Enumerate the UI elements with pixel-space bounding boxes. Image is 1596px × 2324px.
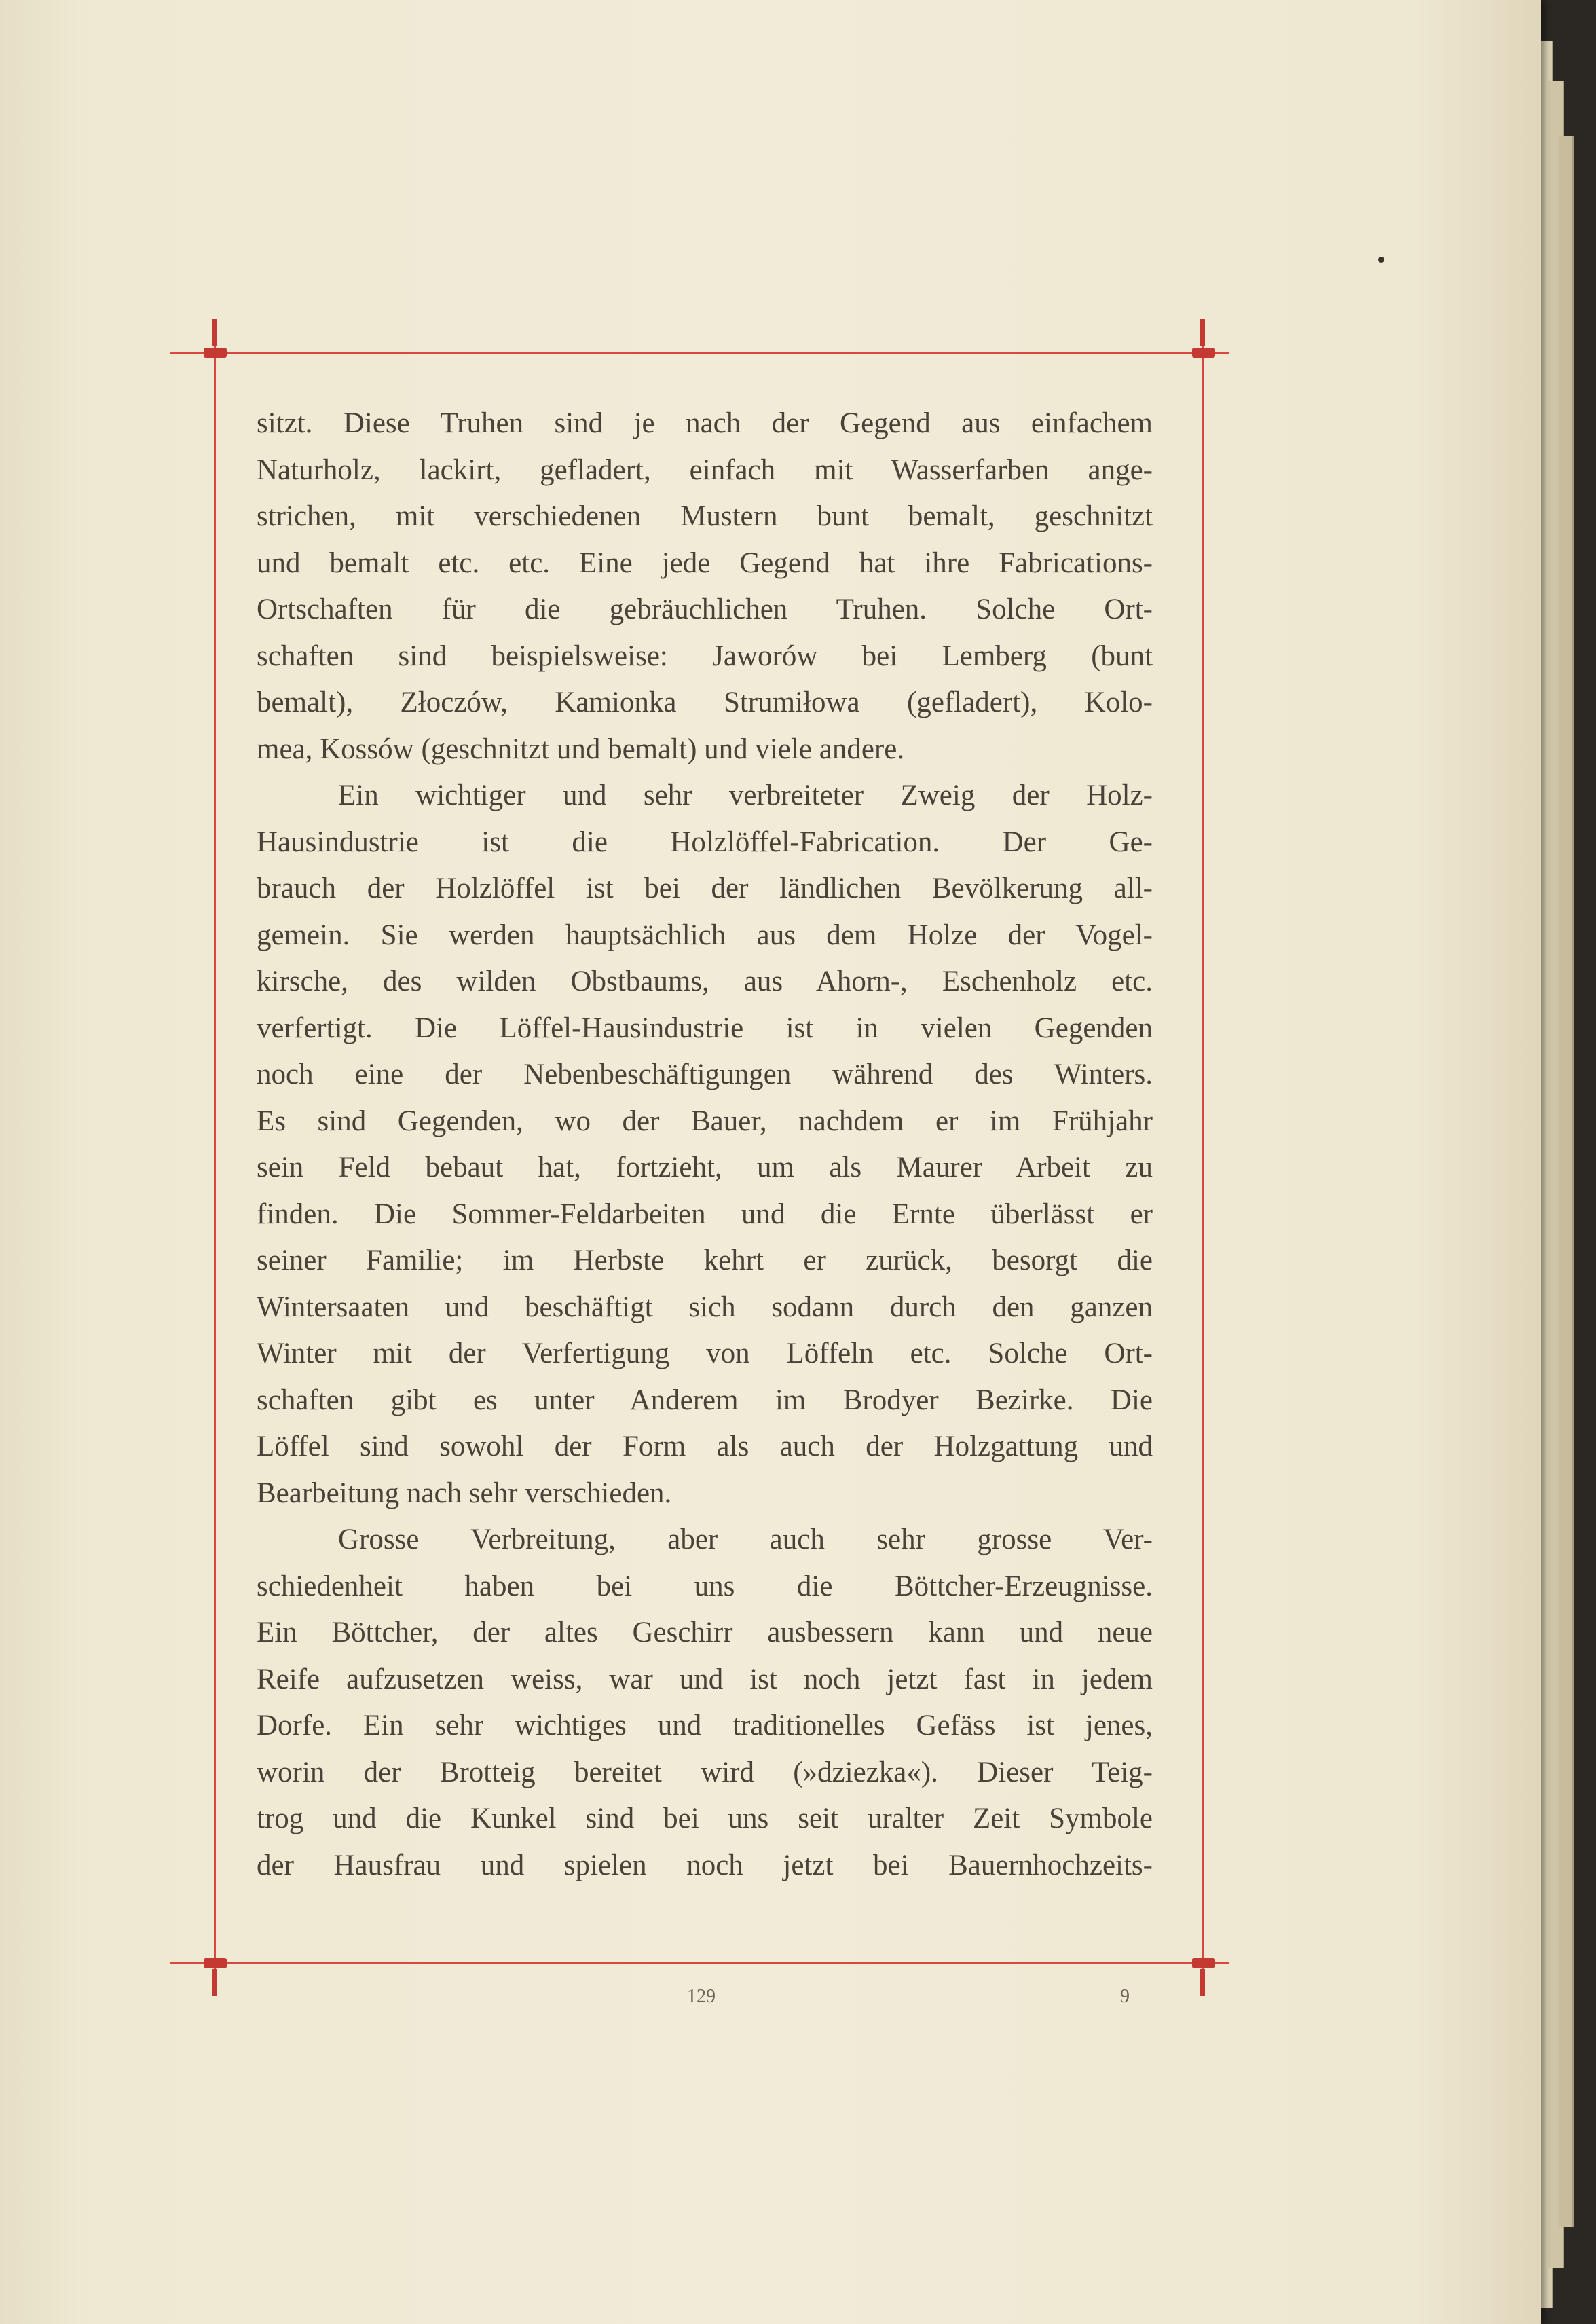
text-line-wrapper — [257, 1843, 1153, 1889]
text-line: Es sind Gegenden, wo der Bauer, nachdem er im Frühjahr — [257, 1105, 1153, 1137]
text-line-wrapper — [257, 1564, 1153, 1610]
text-line: Reife aufzusetzen weiss, war und ist noch jetzt fast in jedem — [257, 1663, 1153, 1695]
text-line: schaften sind beispielsweise: Jaworów bei Lemberg (bunt — [257, 640, 1153, 672]
text-line-wrapper — [257, 1099, 1153, 1145]
text-line: Ein Böttcher, der altes Geschirr ausbessern kann und neue — [257, 1617, 1153, 1648]
text-line: schiedenheit haben bei uns die Böttcher-Erzeugnisse. — [257, 1570, 1153, 1602]
corner-tick — [1200, 1969, 1205, 1996]
text-line: Winter mit der Verfertigung von Löffeln etc. Solche Ort- — [257, 1338, 1153, 1369]
text-line: Dorfe. Ein sehr wichtiges und traditionelles Gefäss ist jenes, — [257, 1710, 1153, 1741]
text-line: strichen, mit verschiedenen Mustern bunt bemalt, geschnitzt — [257, 500, 1153, 532]
text-line: Grosse Verbreitung, aber auch sehr grosse Ver- — [338, 1524, 1153, 1555]
text-line: Hausindustrie ist die Holzlöffel-Fabrication. Der Ge- — [257, 826, 1153, 858]
text-line-wrapper — [257, 1424, 1153, 1471]
text-line: verfertigt. Die Löffel-Hausindustrie ist in vielen Gegenden — [257, 1012, 1153, 1044]
text-line: mea, Kossów (geschnitzt und bemalt) und viele andere. — [257, 733, 905, 765]
body-text — [257, 401, 1153, 1889]
corner-ornament — [1192, 348, 1215, 358]
corner-tick — [212, 1969, 217, 1996]
text-line: Löffel sind sowohl der Form als auch der Holzgattung und — [257, 1431, 1153, 1462]
text-line-wrapper — [257, 1796, 1153, 1843]
text-line-wrapper — [257, 1471, 1153, 1517]
text-line-wrapper — [257, 1192, 1153, 1238]
text-line: worin der Brotteig bereitet wird (»dziezka«). Dieser Teig- — [257, 1756, 1153, 1788]
corner-ornament — [204, 1958, 227, 1968]
page-edge — [1559, 136, 1574, 2227]
text-line: Bearbeitung nach sehr verschieden. — [257, 1477, 672, 1509]
text-line: Ein wichtiger und sehr verbreiteter Zweig der Holz- — [338, 779, 1153, 811]
text-line: trog und die Kunkel sind bei uns seit uralter Zeit Symbole — [257, 1803, 1153, 1834]
text-line-wrapper — [257, 1703, 1153, 1750]
text-line-wrapper — [257, 587, 1153, 633]
text-line: noch eine der Nebenbeschäftigungen während des Winters. — [257, 1058, 1153, 1090]
text-line: sein Feld bebaut hat, fortzieht, um als Maurer Arbeit zu — [257, 1151, 1153, 1183]
text-line-wrapper — [257, 680, 1153, 726]
text-line: Wintersaaten und beschäftigt sich sodann durch den ganzen — [257, 1291, 1153, 1323]
text-line-wrapper — [257, 1657, 1153, 1703]
text-line-wrapper — [257, 819, 1153, 866]
text-line-wrapper — [257, 540, 1153, 587]
text-line: der Hausfrau und spielen noch jetzt bei Bauernhochzeits- — [257, 1849, 1153, 1881]
text-line-wrapper — [257, 494, 1153, 540]
frame-bottom-rule — [170, 1962, 1229, 1964]
text-line: Ortschaften für die gebräuchlichen Truhen. Solche Ort- — [257, 593, 1153, 625]
text-line-wrapper — [257, 912, 1153, 959]
text-line: sitzt. Diese Truhen sind je nach der Gegend aus einfachem — [257, 407, 1153, 439]
text-line-wrapper — [257, 1052, 1153, 1099]
text-line-wrapper — [257, 633, 1153, 680]
text-line: bemalt), Złoczów, Kamionka Strumiłowa (gefladert), Kolo- — [257, 686, 1153, 718]
corner-ornament — [204, 348, 227, 358]
text-line-wrapper — [257, 1145, 1153, 1192]
text-line-wrapper — [257, 866, 1153, 912]
corner-tick — [212, 319, 217, 346]
text-line-wrapper — [257, 1378, 1153, 1424]
text-line: schaften gibt es unter Anderem im Brodyer Bezirke. Die — [257, 1384, 1153, 1416]
text-line-wrapper — [257, 447, 1153, 494]
text-line-wrapper — [257, 1610, 1153, 1657]
text-line-wrapper — [257, 1517, 1153, 1564]
text-line-wrapper — [257, 1331, 1153, 1378]
signature-mark: 9 — [1120, 1986, 1130, 2007]
text-line-wrapper — [257, 1285, 1153, 1331]
frame-left-rule — [214, 333, 216, 1989]
text-line: finden. Die Sommer-Feldarbeiten und die Ernte überlässt er — [257, 1198, 1153, 1230]
text-line-wrapper — [257, 1750, 1153, 1796]
text-line: Naturholz, lackirt, gefladert, einfach mit Wasserfarben ange- — [257, 454, 1153, 486]
text-line: seiner Familie; im Herbste kehrt er zurück, besorgt die — [257, 1244, 1153, 1276]
text-line-wrapper — [257, 1238, 1153, 1285]
text-line-wrapper — [257, 726, 1153, 773]
text-line: und bemalt etc. etc. Eine jede Gegend hat ihre Fabrications- — [257, 547, 1153, 579]
page-number: 129 — [687, 1986, 716, 2007]
text-line-wrapper — [257, 1006, 1153, 1052]
frame-right-rule — [1202, 333, 1204, 1989]
text-line-wrapper — [257, 959, 1153, 1006]
text-line-wrapper — [257, 773, 1153, 819]
text-line: gemein. Sie werden hauptsächlich aus dem Holze der Vogel- — [257, 919, 1153, 951]
ink-speck — [1378, 257, 1384, 263]
corner-ornament — [1192, 1958, 1215, 1968]
text-line-wrapper — [257, 401, 1153, 447]
text-line: kirsche, des wilden Obstbaums, aus Ahorn-, Eschenholz etc. — [257, 965, 1153, 997]
frame-top-rule — [170, 352, 1229, 354]
text-line: brauch der Holzlöffel ist bei der ländlichen Bevölkerung all- — [257, 872, 1153, 904]
corner-tick — [1200, 319, 1205, 346]
